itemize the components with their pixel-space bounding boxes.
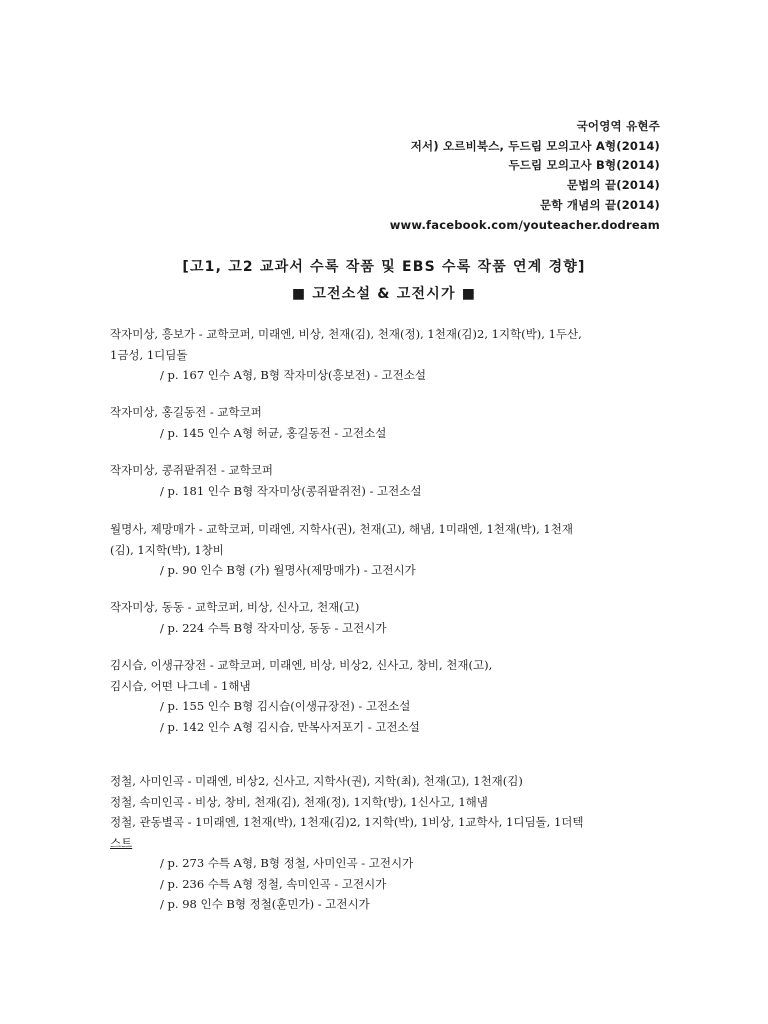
book-4: 문학 개념의 끝(2014) <box>540 197 660 212</box>
book-2: 두드림 모의고사 B형(2014) <box>508 158 660 173</box>
entry-heungbo <box>110 324 662 386</box>
entry-line: 작자미상, 동동 - 교학코퍼, 비상, 신사고, 천재(고) <box>110 600 360 614</box>
entry-reference: / p. 236 수특 A형 정철, 속미인곡 - 고전시가 <box>160 876 387 891</box>
entry-kimsiseup <box>110 655 662 737</box>
entry-jemangmae <box>110 519 662 581</box>
entry-line: 1금성, 1디딤돌 <box>110 347 188 362</box>
document-subtitle: ■ 고전소설 & 고전시가 ■ <box>291 286 477 302</box>
entry-line: 김시습, 어떤 나그네 - 1해냄 <box>110 678 251 693</box>
book-1: 저서) 오르비북스, 두드림 모의고사 A형(2014) <box>410 138 660 153</box>
entry-line: 작자미상, 흥보가 - 교학코퍼, 미래엔, 비상, 천재(김), 천재(정), 1천재(김)2, 1지학(박), 1두산, <box>110 327 582 341</box>
entry-reference: / p. 224 수특 B형 작자미상, 동동 - 고전시가 <box>160 620 387 635</box>
entry-line: 작자미상, 홍길동전 - 교학코퍼 <box>110 405 262 419</box>
entry-dongdong <box>110 597 662 638</box>
entry-line: (김), 1지학(박), 1창비 <box>110 542 224 557</box>
entry-line: 작자미상, 콩쥐팥쥐전 - 교학코퍼 <box>110 463 273 477</box>
entry-reference: / p. 181 인수 B형 작자미상(콩쥐팥쥐전) - 고전소설 <box>160 483 422 498</box>
entry-kongjwi <box>110 460 662 501</box>
document-title: [고1, 고2 교과서 수록 작품 및 EBS 수록 작품 연계 경향] <box>182 259 586 275</box>
entry-line: 김시습, 이생규장전 - 교학코퍼, 미래엔, 비상, 비상2, 신사고, 창비, 천재(고), <box>110 658 493 672</box>
entry-line: 월명사, 제망매가 - 교학코퍼, 미래엔, 지학사(권), 천재(고), 해냄, 1미래엔, 1천재(박), 1천재 <box>110 522 573 536</box>
entry-line: 스트 <box>110 835 133 850</box>
entry-reference: / p. 167 인수 A형, B형 작자미상(흥보전) - 고전소설 <box>160 368 426 382</box>
entry-reference: / p. 145 인수 A형 허균, 홍길동전 - 고전소설 <box>160 425 387 440</box>
author-info <box>390 117 660 235</box>
entry-reference: / p. 273 수특 A형, B형 정철, 사미인곡 - 고전시가 <box>160 856 414 870</box>
entry-line: 정철, 속미인곡 - 비상, 창비, 천재(김), 천재(정), 1지학(방), 1신사고, 1해냄 <box>110 794 488 809</box>
entry-line: 정철, 사미인곡 - 미래엔, 비상2, 신사고, 지학사(권), 지학(최), 천재(고), 1천재(김) <box>110 774 523 788</box>
entry-reference: / p. 90 인수 B형 (가) 월명사(제망매가) - 고전시가 <box>160 563 416 577</box>
entry-honggildong <box>110 402 662 443</box>
entry-reference: / p. 155 인수 B형 김시습(이생규장전) - 고전소설 <box>160 699 411 713</box>
website-link[interactable]: www.facebook.com/youteacher.dodream <box>389 217 660 232</box>
book-3: 문법의 끝(2014) <box>566 178 660 193</box>
entry-jeongcheol <box>110 771 662 915</box>
entry-reference: / p. 142 인수 A형 김시습, 만복사저포기 - 고전소설 <box>160 719 420 734</box>
author-name: 국어영역 유현주 <box>576 119 660 133</box>
entry-line: 정철, 관동별곡 - 1미래엔, 1천재(박), 1천재(김)2, 1지학(박), 1비상, 1교학사, 1디딤돌, 1더텍 <box>110 815 584 829</box>
entry-reference: / p. 98 인수 B형 정철(훈민가) - 고전시가 <box>160 897 370 911</box>
